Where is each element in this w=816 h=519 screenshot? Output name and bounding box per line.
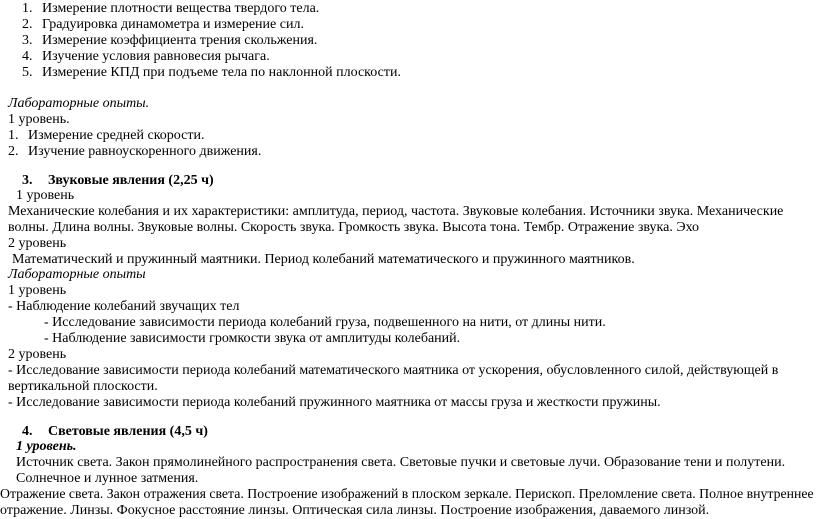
paragraph-line: отражение. Линзы. Фокусное расстояние линзы. Оптическая сила линзы. Построение изображения, даваемого линзой. [0, 503, 710, 518]
list-item: 5. Измерение КПД при подъеме тела по наклонной плоскости. [22, 64, 401, 80]
paragraph-line: Отражение света. Закон отражения света. Построение изображений в плоском зеркале. Перископ. Преломление света. Полное внутреннее [0, 487, 814, 503]
lab-heading: Лабораторные опыты [8, 267, 146, 283]
level-label: 2 уровень [8, 235, 67, 251]
lab-heading: Лабораторные опыты. [8, 95, 150, 111]
list-item: 3. Измерение коэффициента трения скольжения. [22, 32, 318, 48]
list-item: 2. Градуировка динамометра и измерение сил. [22, 16, 304, 32]
list-item: 1. Измерение средней скорости. [8, 127, 205, 143]
paragraph-line: Механические колебания и их характеристики: амплитуда, период, частота. Звуковые колебания. Источники звука. Механические [8, 203, 784, 219]
level-label: 1 уровень [8, 283, 67, 299]
level-label: 1 уровень. [8, 111, 70, 127]
paragraph-line: Источник света. Закон прямолинейного распространения света. Световые пучки и световые лучи. Образование тени и полутени. [16, 455, 786, 471]
level-label: 1 уровень [16, 187, 75, 203]
list-item: вертикальной плоскости. [8, 379, 158, 395]
paragraph-line: волны. Длина волны. Звуковые волны. Скорость звука. Громкость звука. Высота тона. Тембр. Отражение звука. Эхо [8, 219, 700, 235]
list-item: 2. Изучение равноускоренного движения. [8, 143, 262, 159]
list-item: - Исследование зависимости периода колебаний математического маятника от ускорения, обусловленного силой, действующей в [8, 363, 779, 379]
paragraph-line: Солнечное и лунное затмения. [16, 471, 199, 487]
paragraph-line: Математический и пружинный маятники. Период колебаний математического и пружинного маятников. [12, 251, 635, 267]
list-item: - Наблюдение зависимости громкости звука от амплитуды колебаний. [44, 331, 461, 347]
section-heading: 3. Звуковые явления (2,25 ч) [22, 172, 214, 188]
level-label: 1 уровень. [16, 439, 77, 455]
section-heading: 4. Световые явления (4,5 ч) [22, 424, 208, 440]
list-item: - Исследование зависимости периода колебаний пружинного маятника от массы груза и жесткости пружины. [8, 395, 661, 411]
list-item: 1. Измерение плотности вещества твердого тела. [22, 1, 320, 16]
list-item: - Наблюдение колебаний звучащих тел [8, 299, 240, 315]
list-item: - Исследование зависимости периода колебаний груза, подвешенного на нити, от длины нити. [44, 315, 606, 331]
list-item: 4. Изучение условия равновесия рычага. [22, 48, 270, 64]
level-label: 2 уровень [8, 347, 67, 363]
